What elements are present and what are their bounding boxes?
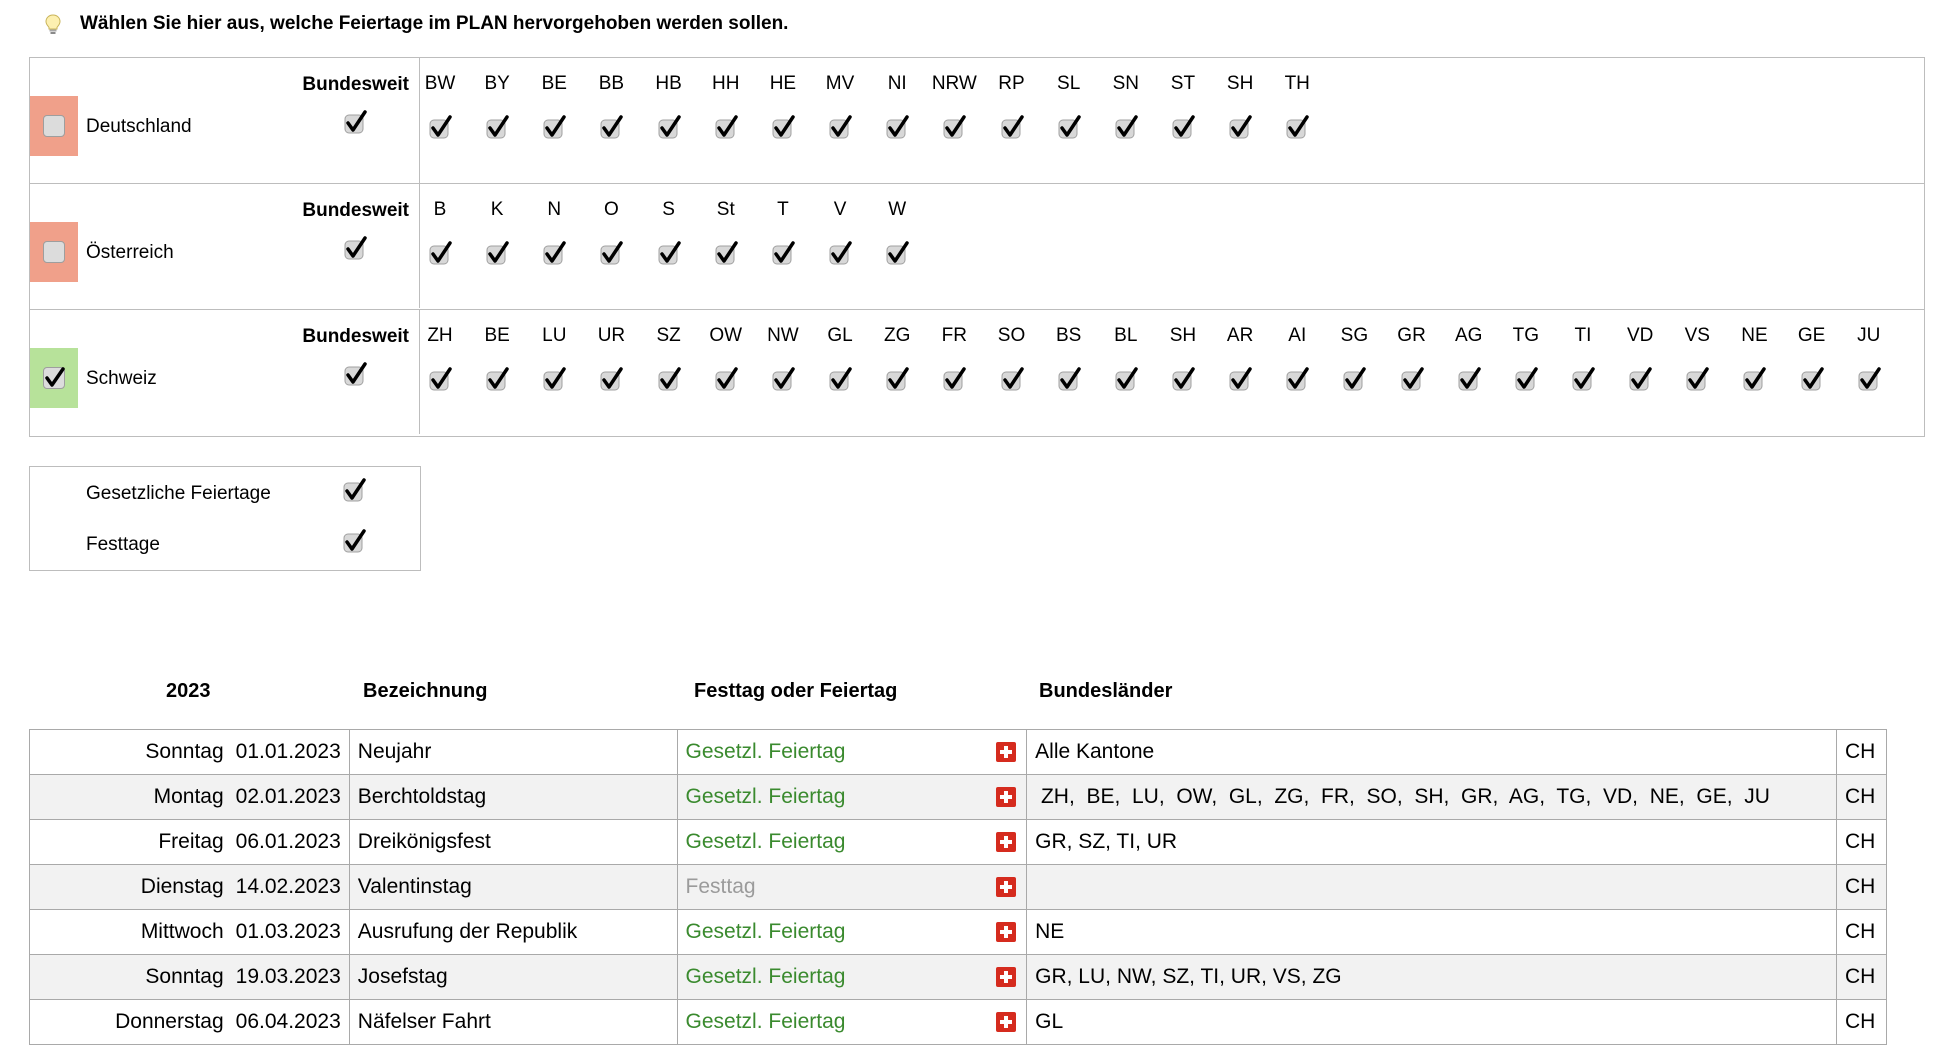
state-option — [1612, 324, 1668, 392]
state-label: AI — [1288, 325, 1307, 346]
state-checkbox[interactable] — [828, 240, 852, 266]
state-option — [1784, 324, 1840, 392]
swiss-flag-icon — [996, 787, 1016, 807]
region-color-indicator — [30, 222, 78, 282]
state-checkbox[interactable] — [657, 114, 681, 140]
state-label: AR — [1226, 325, 1254, 346]
holiday-type-option — [30, 518, 420, 558]
holiday-regions: Alle Kantone — [1027, 730, 1837, 775]
state-option — [926, 72, 982, 140]
state-checkbox[interactable] — [1228, 366, 1252, 392]
table-row — [30, 730, 1887, 775]
state-checkbox[interactable] — [1571, 366, 1595, 392]
state-label: SN — [1112, 73, 1139, 94]
state-label: S — [662, 199, 675, 220]
state-checkbox[interactable] — [714, 366, 738, 392]
date: 01.03.2023 — [235, 920, 341, 943]
state-label: SL — [1057, 73, 1081, 94]
hint-bar — [42, 10, 788, 38]
state-checkbox[interactable] — [1114, 114, 1138, 140]
state-label: T — [777, 199, 789, 220]
holiday-regions: GL — [1027, 1000, 1837, 1045]
swiss-flag-icon — [996, 742, 1016, 762]
state-option — [1155, 324, 1211, 392]
state-checkbox[interactable] — [485, 366, 509, 392]
state-option — [1669, 324, 1725, 392]
holiday-type-label: Festtage — [86, 534, 160, 555]
weekday: Donnerstag — [115, 1010, 224, 1033]
state-checkbox[interactable] — [599, 114, 623, 140]
state-checkbox[interactable] — [1228, 114, 1252, 140]
state-checkbox[interactable] — [599, 366, 623, 392]
holiday-name: Josefstag — [349, 955, 677, 1000]
state-checkbox[interactable] — [1000, 366, 1024, 392]
state-option — [526, 198, 582, 266]
region-name: Deutschland — [86, 116, 192, 137]
state-option — [469, 324, 525, 392]
region-row — [30, 183, 1924, 308]
region-name: Schweiz — [86, 368, 157, 389]
state-label: SG — [1340, 325, 1369, 346]
flag-cell — [987, 910, 1027, 955]
state-option — [1098, 72, 1154, 140]
state-label: SO — [997, 325, 1026, 346]
state-checkbox[interactable] — [942, 114, 966, 140]
date-cell — [30, 865, 350, 910]
state-option — [526, 324, 582, 392]
date-cell — [30, 910, 350, 955]
state-label: SZ — [656, 325, 681, 346]
state-checkbox[interactable] — [1000, 114, 1024, 140]
state-option — [1555, 324, 1611, 392]
date: 06.01.2023 — [235, 830, 341, 853]
state-checkbox[interactable] — [1114, 366, 1138, 392]
state-label: SH — [1226, 73, 1254, 94]
state-label: N — [547, 199, 562, 220]
flag-cell — [987, 955, 1027, 1000]
state-checkbox[interactable] — [428, 366, 452, 392]
holiday-name: Valentinstag — [349, 865, 677, 910]
state-checkbox[interactable] — [1342, 366, 1366, 392]
bundesweit-checkbox[interactable] — [343, 361, 367, 387]
state-checkbox[interactable] — [1457, 366, 1481, 392]
country-code: CH — [1836, 1000, 1886, 1045]
state-option — [869, 72, 925, 140]
state-checkbox[interactable] — [1285, 366, 1309, 392]
state-label: TG — [1512, 325, 1540, 346]
state-label: GR — [1397, 325, 1426, 346]
state-label: VD — [1626, 325, 1654, 346]
state-label: BB — [598, 73, 625, 94]
holiday-table — [29, 729, 1887, 1045]
table-row — [30, 820, 1887, 865]
weekday: Mittwoch — [140, 920, 224, 943]
holiday-type: Gesetzl. Feiertag — [677, 910, 987, 955]
country-code: CH — [1836, 775, 1886, 820]
state-option — [583, 324, 639, 392]
holiday-name: Ausrufung der Republik — [349, 910, 677, 955]
state-checkbox[interactable] — [542, 114, 566, 140]
bundesweit-checkbox[interactable] — [343, 235, 367, 261]
region-selector — [29, 57, 1925, 437]
state-option — [755, 324, 811, 392]
state-label: HH — [712, 73, 740, 94]
holiday-name: Näfelser Fahrt — [349, 1000, 677, 1045]
country-code: CH — [1836, 730, 1886, 775]
column-header-type: Festtag oder Feiertag — [694, 680, 898, 702]
state-label: BS — [1055, 325, 1082, 346]
region-left-column — [30, 310, 420, 434]
state-checkbox[interactable] — [1171, 366, 1195, 392]
state-label: UR — [597, 325, 626, 346]
state-checkbox[interactable] — [828, 114, 852, 140]
state-label: GL — [827, 325, 853, 346]
holiday-type: Gesetzl. Feiertag — [677, 730, 987, 775]
state-checkbox[interactable] — [428, 240, 452, 266]
state-checkbox[interactable] — [885, 366, 909, 392]
state-option — [1098, 324, 1154, 392]
swiss-flag-icon — [996, 877, 1016, 897]
state-option — [412, 72, 468, 140]
region-color-indicator — [30, 96, 78, 156]
state-label: TI — [1574, 325, 1592, 346]
country-code: CH — [1836, 820, 1886, 865]
date: 14.02.2023 — [235, 875, 341, 898]
table-row — [30, 865, 1887, 910]
state-label: VS — [1684, 325, 1710, 346]
state-checkbox[interactable] — [599, 240, 623, 266]
region-left-column — [30, 184, 420, 308]
date-cell — [30, 775, 350, 820]
state-checkbox[interactable] — [714, 114, 738, 140]
state-label: NW — [767, 325, 799, 346]
holiday-type: Gesetzl. Feiertag — [677, 1000, 987, 1045]
holiday-type: Gesetzl. Feiertag — [677, 775, 987, 820]
state-checkbox[interactable] — [771, 114, 795, 140]
date-cell — [30, 730, 350, 775]
state-option — [641, 72, 697, 140]
state-option — [1212, 324, 1268, 392]
region-color-indicator — [30, 348, 78, 408]
state-label: V — [833, 199, 847, 220]
state-option — [1384, 324, 1440, 392]
state-checkbox[interactable] — [542, 240, 566, 266]
swiss-flag-icon — [996, 967, 1016, 987]
state-checkbox[interactable] — [428, 114, 452, 140]
date-cell — [30, 955, 350, 1000]
state-option — [1269, 72, 1325, 140]
holiday-type-label: Gesetzliche Feiertage — [86, 483, 271, 504]
country-code: CH — [1836, 910, 1886, 955]
state-label: NRW — [931, 73, 977, 94]
date: 06.04.2023 — [235, 1010, 341, 1033]
state-label: ST — [1170, 73, 1196, 94]
holiday-type-option — [30, 467, 420, 507]
state-label: BY — [484, 73, 510, 94]
bundesweit-label: Bundesweit — [302, 326, 409, 347]
state-option — [1498, 324, 1554, 392]
state-label: W — [888, 199, 907, 220]
state-label: SH — [1169, 325, 1197, 346]
state-label: ZH — [427, 325, 453, 346]
state-checkbox[interactable] — [485, 114, 509, 140]
holiday-type: Gesetzl. Feiertag — [677, 955, 987, 1000]
weekday: Dienstag — [140, 875, 224, 898]
swiss-flag-icon — [996, 1012, 1016, 1032]
table-row — [30, 775, 1887, 820]
state-option — [698, 198, 754, 266]
state-label: BE — [484, 325, 510, 346]
holiday-type: Festtag — [677, 865, 987, 910]
state-label: FR — [941, 325, 967, 346]
state-label: BE — [541, 73, 567, 94]
weekday: Sonntag — [145, 965, 224, 988]
bundesweit-label: Bundesweit — [302, 74, 409, 95]
state-option — [1269, 324, 1325, 392]
state-checkbox[interactable] — [1400, 366, 1424, 392]
state-label: ZG — [883, 325, 911, 346]
state-checkbox[interactable] — [1857, 366, 1881, 392]
state-option — [641, 324, 697, 392]
swiss-flag-icon — [996, 922, 1016, 942]
country-code: CH — [1836, 955, 1886, 1000]
state-checkbox[interactable] — [942, 366, 966, 392]
state-label: MV — [825, 73, 855, 94]
region-checkbox[interactable] — [43, 115, 65, 137]
state-option — [755, 72, 811, 140]
state-label: LU — [542, 325, 567, 346]
region-row — [30, 309, 1924, 434]
holiday-type-checkbox[interactable] — [342, 477, 366, 503]
state-checkbox[interactable] — [542, 366, 566, 392]
weekday: Freitag — [158, 830, 224, 853]
flag-cell — [987, 865, 1027, 910]
state-option — [812, 72, 868, 140]
date: 01.01.2023 — [235, 740, 341, 763]
state-checkbox[interactable] — [885, 240, 909, 266]
holiday-regions: GR, SZ, TI, UR — [1027, 820, 1837, 865]
state-checkbox[interactable] — [714, 240, 738, 266]
state-checkbox[interactable] — [1285, 114, 1309, 140]
state-option — [698, 72, 754, 140]
date-cell — [30, 1000, 350, 1045]
bundesweit-checkbox[interactable] — [343, 109, 367, 135]
state-option — [869, 324, 925, 392]
swiss-flag-icon — [996, 832, 1016, 852]
state-label: B — [433, 199, 447, 220]
holiday-type-selector — [29, 466, 421, 571]
state-label: OW — [709, 325, 743, 346]
state-checkbox[interactable] — [1742, 366, 1766, 392]
state-option — [583, 198, 639, 266]
state-label: BL — [1114, 325, 1138, 346]
column-header-lands: Bundesländer — [1039, 680, 1173, 702]
region-name: Österreich — [86, 242, 174, 263]
state-option — [526, 72, 582, 140]
region-checkbox[interactable] — [43, 241, 65, 263]
state-option — [1041, 324, 1097, 392]
state-option — [984, 324, 1040, 392]
state-checkbox[interactable] — [1057, 114, 1081, 140]
country-code: CH — [1836, 865, 1886, 910]
bundesweit-label: Bundesweit — [302, 200, 409, 221]
state-option — [1441, 324, 1497, 392]
state-label: AG — [1454, 325, 1483, 346]
table-row — [30, 910, 1887, 955]
holiday-name: Berchtoldstag — [349, 775, 677, 820]
state-option — [1041, 72, 1097, 140]
state-option — [812, 324, 868, 392]
state-checkbox[interactable] — [657, 240, 681, 266]
state-checkbox[interactable] — [1171, 114, 1195, 140]
state-checkbox[interactable] — [1685, 366, 1709, 392]
flag-cell — [987, 775, 1027, 820]
weekday: Sonntag — [145, 740, 224, 763]
state-label: HE — [769, 73, 797, 94]
hint-text: Wählen Sie hier aus, welche Feiertage im PLAN hervorgehoben werden sollen. — [80, 13, 789, 34]
state-checkbox[interactable] — [657, 366, 681, 392]
state-option — [984, 72, 1040, 140]
holiday-name: Neujahr — [349, 730, 677, 775]
state-label: TH — [1284, 73, 1310, 94]
holiday-type-checkbox[interactable] — [342, 528, 366, 554]
table-row — [30, 955, 1887, 1000]
state-option — [412, 324, 468, 392]
state-checkbox[interactable] — [771, 240, 795, 266]
state-checkbox[interactable] — [485, 240, 509, 266]
state-option — [469, 198, 525, 266]
state-checkbox[interactable] — [1514, 366, 1538, 392]
flag-cell — [987, 730, 1027, 775]
state-label: St — [716, 199, 735, 220]
state-label: HB — [655, 73, 682, 94]
state-option — [698, 324, 754, 392]
state-checkbox[interactable] — [1800, 366, 1824, 392]
state-option — [1726, 324, 1782, 392]
region-checkbox[interactable] — [43, 367, 65, 389]
region-left-column — [30, 58, 420, 183]
state-checkbox[interactable] — [885, 114, 909, 140]
holiday-regions: NE — [1027, 910, 1837, 955]
state-option — [1841, 324, 1897, 392]
state-label: GE — [1797, 325, 1826, 346]
state-label: K — [490, 199, 504, 220]
state-option — [1326, 324, 1382, 392]
state-option — [469, 72, 525, 140]
state-label: NI — [887, 73, 907, 94]
weekday: Montag — [153, 785, 224, 808]
state-option — [926, 324, 982, 392]
state-option — [869, 198, 925, 266]
state-label: O — [604, 199, 619, 220]
state-option — [812, 198, 868, 266]
state-option — [641, 198, 697, 266]
state-option — [412, 198, 468, 266]
region-row — [30, 58, 1924, 183]
flag-cell — [987, 1000, 1027, 1045]
flag-cell — [987, 820, 1027, 865]
holiday-regions — [1027, 865, 1837, 910]
state-label: JU — [1857, 325, 1881, 346]
lightbulb-icon — [42, 13, 64, 35]
state-checkbox[interactable] — [1628, 366, 1652, 392]
state-option — [1155, 72, 1211, 140]
date-cell — [30, 820, 350, 865]
state-checkbox[interactable] — [828, 366, 852, 392]
state-option — [583, 72, 639, 140]
holiday-type: Gesetzl. Feiertag — [677, 820, 987, 865]
column-header-name: Bezeichnung — [363, 680, 488, 702]
holiday-regions: GR, LU, NW, SZ, TI, UR, VS, ZG — [1027, 955, 1837, 1000]
state-option — [1212, 72, 1268, 140]
state-checkbox[interactable] — [771, 366, 795, 392]
holiday-regions: ZH, BE, LU, OW, GL, ZG, FR, SO, SH, GR, AG, TG, VD, NE, GE, JU — [1027, 775, 1837, 820]
column-header-year: 2023 — [166, 680, 211, 702]
date: 02.01.2023 — [235, 785, 341, 808]
date: 19.03.2023 — [235, 965, 341, 988]
state-label: NE — [1741, 325, 1768, 346]
state-label: BW — [424, 73, 456, 94]
table-row — [30, 1000, 1887, 1045]
state-option — [755, 198, 811, 266]
holiday-name: Dreikönigsfest — [349, 820, 677, 865]
state-label: RP — [998, 73, 1025, 94]
state-checkbox[interactable] — [1057, 366, 1081, 392]
